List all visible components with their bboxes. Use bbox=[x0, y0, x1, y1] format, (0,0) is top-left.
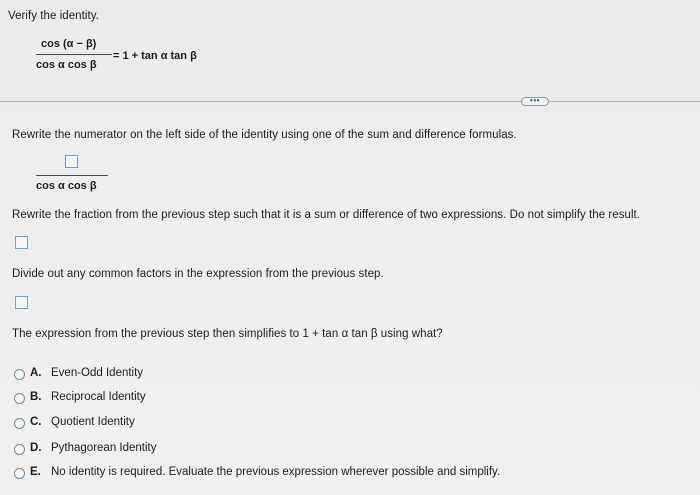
option-a-label[interactable]: Even-Odd Identity bbox=[51, 367, 144, 379]
section-divider bbox=[0, 101, 700, 102]
step3-instruction: Divide out any common factors in the expression from the previous step. bbox=[12, 268, 384, 280]
option-d-label[interactable]: Pythagorean Identity bbox=[51, 442, 157, 454]
option-d-radio[interactable] bbox=[14, 444, 25, 455]
step3-answer-input[interactable] bbox=[15, 296, 28, 309]
option-b-label[interactable]: Reciprocal Identity bbox=[51, 391, 146, 403]
step1-fraction-bar bbox=[36, 175, 108, 176]
identity-numerator: cos (α − β) bbox=[41, 38, 97, 50]
step1-denominator: cos α cos β bbox=[36, 180, 97, 192]
option-e-letter: E. bbox=[30, 466, 41, 478]
prompt-text: Verify the identity. bbox=[8, 10, 99, 22]
option-c-radio[interactable] bbox=[14, 418, 25, 429]
more-button[interactable]: ••• bbox=[521, 97, 549, 106]
option-c-letter: C. bbox=[30, 416, 42, 428]
option-b-radio[interactable] bbox=[14, 393, 25, 404]
step2-instruction: Rewrite the fraction from the previous step such that it is a sum or difference of two expressions. Do not simplify the result. bbox=[12, 209, 641, 221]
step1-numerator-input[interactable] bbox=[65, 155, 78, 168]
identity-rhs: = 1 + tan α tan β bbox=[113, 50, 197, 62]
option-d-letter: D. bbox=[30, 442, 42, 454]
option-a-radio[interactable] bbox=[14, 369, 25, 380]
option-a-letter: A. bbox=[30, 367, 42, 379]
identity-fraction-bar bbox=[36, 54, 112, 55]
identity-denominator: cos α cos β bbox=[36, 59, 97, 71]
option-b-letter: B. bbox=[30, 391, 42, 403]
step1-instruction: Rewrite the numerator on the left side of the identity using one of the sum and difference formulas. bbox=[12, 129, 517, 141]
option-e-label[interactable]: No identity is required. Evaluate the previous expression wherever possible and simplify. bbox=[51, 466, 501, 478]
option-c-label[interactable]: Quotient Identity bbox=[51, 416, 135, 428]
step2-answer-input[interactable] bbox=[15, 236, 28, 249]
option-e-radio[interactable] bbox=[14, 468, 25, 479]
question-text: The expression from the previous step then simplifies to 1 + tan α tan β using what? bbox=[12, 328, 443, 340]
